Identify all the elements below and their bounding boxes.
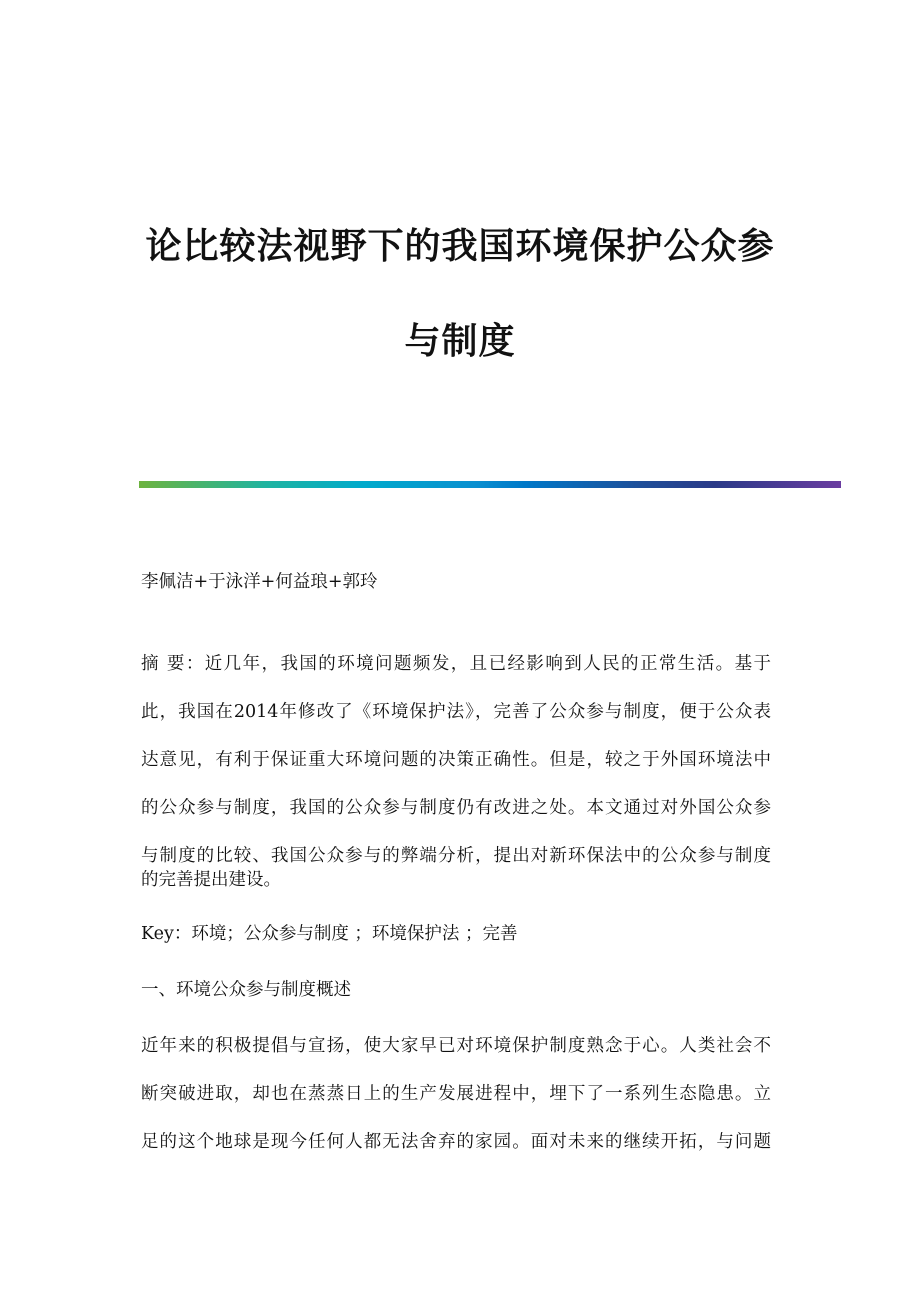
- abstract-line: 此，我国在2014年修改了《环境保护法》，完善了公众参与制度，便于公众表: [141, 702, 771, 722]
- abstract-line: 达意见，有利于保证重大环境问题的决策正确性。但是，较之于外国环境法中: [141, 750, 771, 770]
- abstract-line: 的公众参与制度，我国的公众参与制度仍有改进之处。本文通过对外国公众参: [141, 798, 771, 818]
- abstract-line: 的完善提出建设。: [141, 870, 281, 890]
- section-heading: 一、环境公众参与制度概述: [141, 980, 351, 1000]
- gradient-divider: [139, 481, 841, 488]
- abstract-line: 摘 要：近几年，我国的环境问题频发，且已经影响到人民的正常生活。基于: [141, 654, 771, 674]
- abstract-line: 与制度的比较、我国公众参与的弊端分析，提出对新环保法中的公众参与制度: [141, 846, 771, 866]
- body-line: 断突破进取，却也在蒸蒸日上的生产发展进程中，埋下了一系列生态隐患。立: [141, 1084, 771, 1104]
- authors: 李佩洁+于泳洋+何益琅+郭玲: [141, 572, 378, 592]
- keywords: Key：环境；公众参与制度 ；环境保护法 ；完善: [141, 924, 518, 944]
- body-line: 近年来的积极提倡与宣扬，使大家早已对环境保护制度熟念于心。人类社会不: [141, 1036, 771, 1056]
- document-title-line-1: 论比较法视野下的我国环境保护公众参: [145, 225, 775, 267]
- document-title-line-2: 与制度: [404, 320, 516, 362]
- body-line: 足的这个地球是现今任何人都无法舍弃的家园。面对未来的继续开拓，与问题: [141, 1132, 771, 1152]
